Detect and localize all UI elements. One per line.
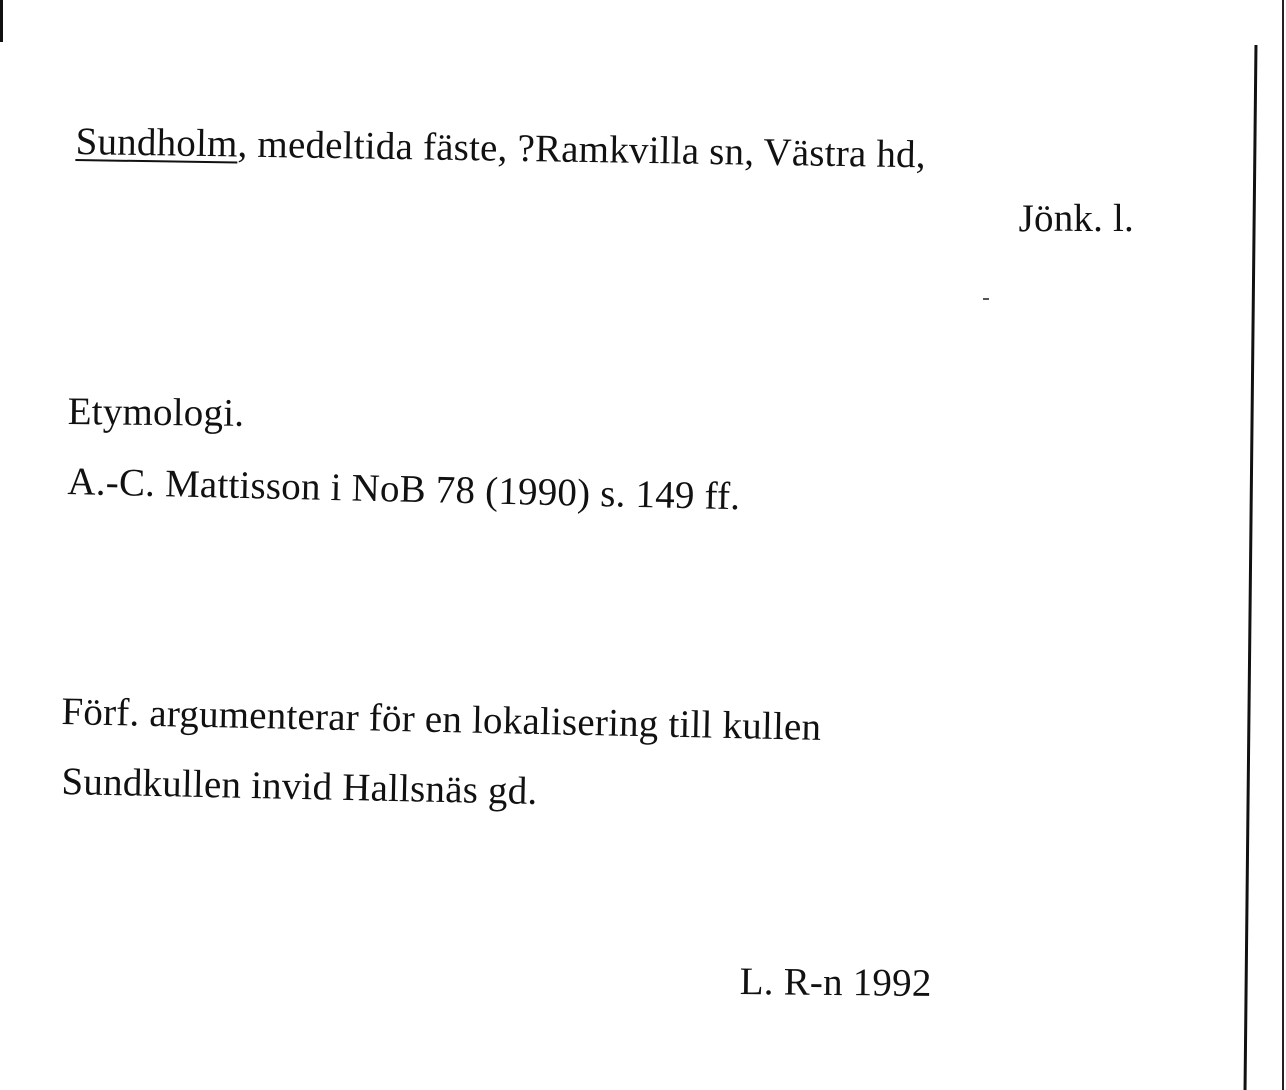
entry-heading-rest: , medeltida fäste, ?Ramkvilla sn, Västra hd, <box>237 122 927 177</box>
note-line-2: Sundkullen invid Hallsnäs gd. <box>61 760 538 813</box>
scan-edge-mark <box>0 0 3 42</box>
scan-speck <box>983 298 989 300</box>
author-signature: L. R-n 1992 <box>739 960 932 1006</box>
etymology-reference: A.-C. Mattisson i NoB 78 (1990) s. 149 ff. <box>67 460 741 519</box>
etymology-title: Etymologi. <box>67 390 245 435</box>
scan-right-edge <box>1282 0 1284 1090</box>
entry-heading-continuation: Jönk. l. <box>1018 197 1134 240</box>
entry-headword: Sundholm <box>75 120 238 166</box>
card-right-edge <box>1244 45 1258 1090</box>
note-line-1: Förf. argumenterar för en lokalisering till kullen <box>61 690 822 749</box>
entry-heading <box>75 120 926 177</box>
